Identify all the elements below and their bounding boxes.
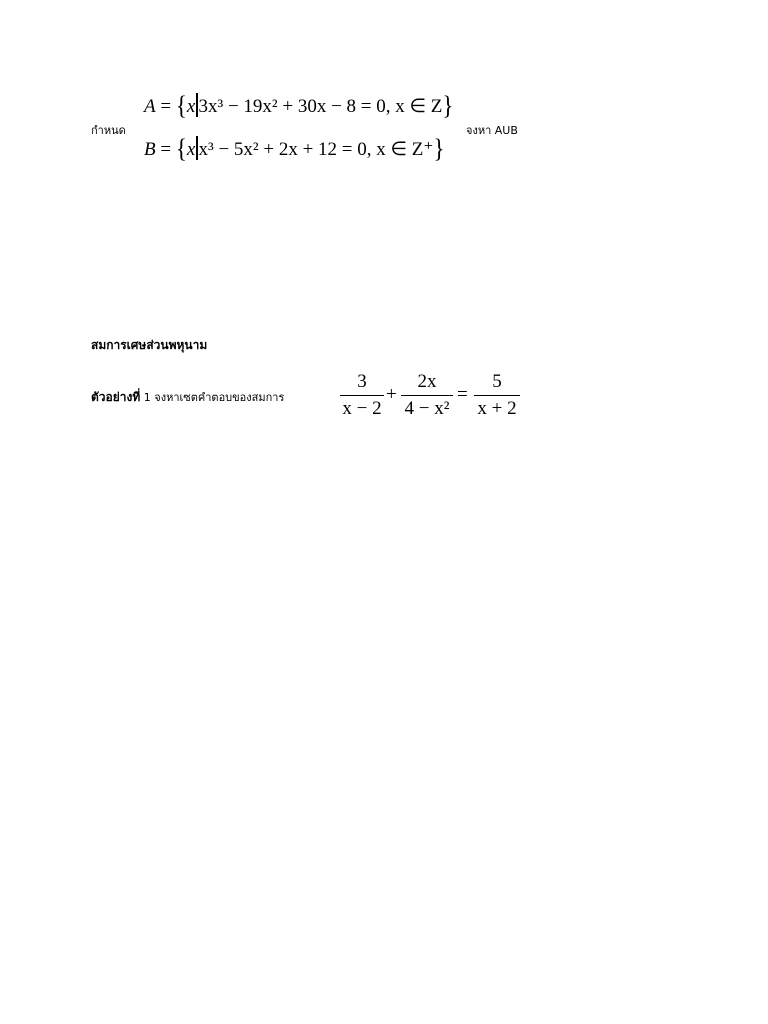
fraction-1	[340, 372, 384, 418]
fraction-3-bar	[474, 395, 520, 396]
fraction-2-numerator: 2x	[417, 371, 437, 392]
section-heading: สมการเศษส่วนพหุนาม	[91, 338, 208, 352]
such-that-bar	[196, 136, 197, 160]
left-brace-icon: {	[175, 91, 187, 120]
right-brace-icon: }	[442, 91, 454, 120]
example-line	[91, 388, 284, 407]
set-b-condition: x³ − 5x² + 2x + 12 = 0, x ∈ Z⁺	[198, 139, 434, 160]
right-brace-icon: }	[433, 134, 445, 163]
fraction-1-denominator: x − 2	[342, 398, 382, 419]
fraction-2	[401, 372, 453, 418]
plus-operator: +	[386, 384, 397, 405]
fraction-1-numerator: 3	[357, 371, 367, 392]
equals-operator: =	[457, 384, 468, 405]
fraction-1-bar	[340, 395, 384, 396]
set-a-definition: A = {x 3x³ − 19x² + 30x − 8 = 0, x ∈ Z}	[144, 91, 454, 120]
find-label: จงหา AUB	[466, 124, 518, 137]
set-a-condition: 3x³ − 19x² + 30x − 8 = 0, x ∈ Z	[198, 96, 443, 117]
fraction-3-numerator: 5	[492, 371, 502, 392]
example-instruction: จงหาเซตคำตอบของสมการ	[154, 391, 285, 404]
set-a-variable: x	[186, 96, 196, 117]
left-brace-icon: {	[175, 134, 187, 163]
example-number: 1	[143, 391, 151, 404]
set-b-definition: B = {x x³ − 5x² + 2x + 12 = 0, x ∈ Z⁺}	[144, 134, 445, 163]
given-label: กำหนด	[91, 124, 126, 137]
fraction-2-denominator: 4 − x²	[404, 398, 450, 419]
set-b-symbol: B	[144, 139, 156, 160]
example-label: ตัวอย่างที่	[91, 390, 141, 404]
such-that-bar	[196, 93, 197, 117]
set-a-symbol: A	[144, 96, 156, 117]
fraction-2-bar	[401, 395, 453, 396]
fraction-3-denominator: x + 2	[477, 398, 517, 419]
fraction-3	[474, 372, 520, 418]
set-b-variable: x	[186, 139, 196, 160]
